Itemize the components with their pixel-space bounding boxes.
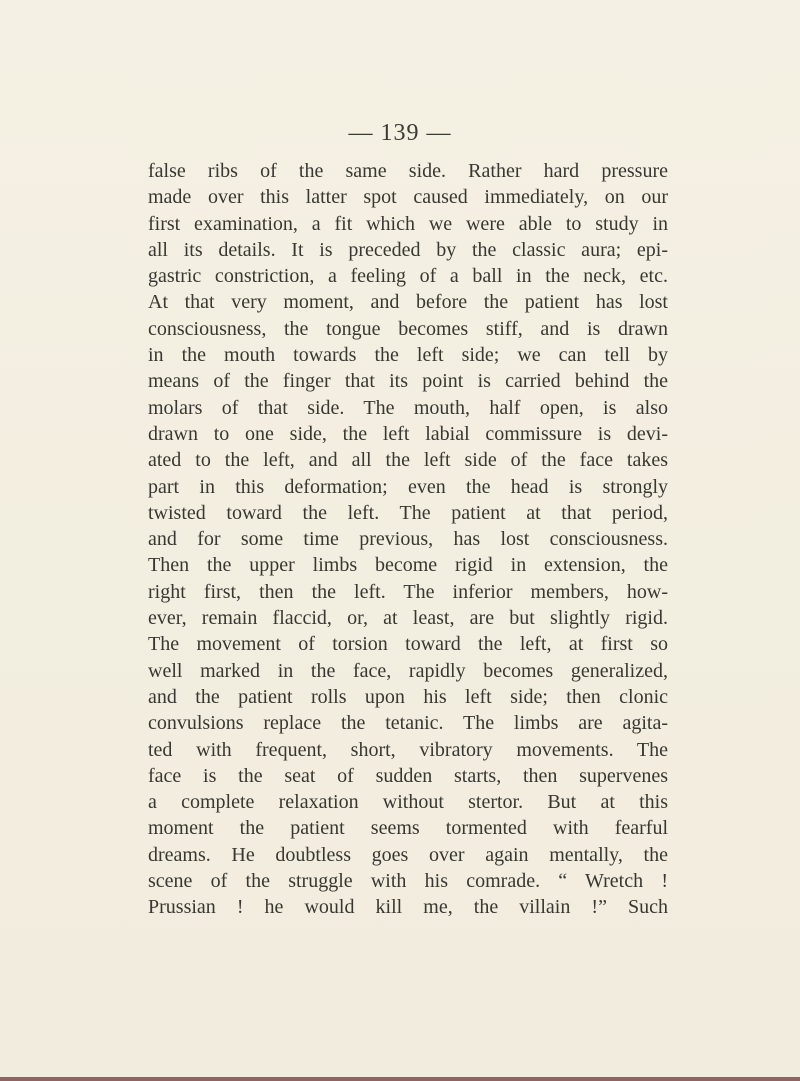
text-line: in the mouth towards the left side; we can tell by bbox=[148, 344, 668, 367]
text-line: gastric constriction, a feeling of a ball in the neck, etc. bbox=[148, 265, 668, 288]
text-line: face is the seat of sudden starts, then supervenes bbox=[148, 764, 668, 787]
text-line: drawn to one side, the left labial commissure is devi- bbox=[148, 422, 668, 445]
text-line: twisted toward the left. The patient at that period, bbox=[148, 501, 668, 524]
text-line: all its details. It is preceded by the classic aura; epi- bbox=[148, 238, 668, 261]
text-line: Prussian ! he would kill me, the villain !” Such bbox=[148, 896, 668, 919]
text-line: false ribs of the same side. Rather hard pressure bbox=[148, 160, 668, 182]
text-line: and for some time previous, has lost consciousness. bbox=[148, 528, 668, 551]
text-line: At that very moment, and before the patient has lost bbox=[148, 291, 668, 314]
text-line: made over this latter spot caused immediately, on our bbox=[148, 186, 668, 209]
page-bottom-edge bbox=[0, 1077, 800, 1081]
page-number: — 139 — bbox=[348, 120, 452, 146]
text-line: ted with frequent, short, vibratory movements. The bbox=[148, 738, 668, 761]
text-line: ated to the left, and all the left side of the face takes bbox=[148, 449, 668, 472]
text-line: convulsions replace the tetanic. The limbs are agita- bbox=[148, 712, 668, 735]
text-line: and the patient rolls upon his left side; then clonic bbox=[148, 685, 668, 708]
text-line: Then the upper limbs become rigid in extension, the bbox=[148, 554, 668, 577]
text-line: ever, remain flaccid, or, at least, are but slightly rigid. bbox=[148, 607, 668, 630]
text-line: The movement of torsion toward the left, at first so bbox=[148, 633, 668, 656]
text-line: moment the patient seems tormented with fearful bbox=[148, 817, 668, 840]
text-line: right first, then the left. The inferior members, how- bbox=[148, 580, 668, 603]
body-text bbox=[148, 158, 668, 921]
text-line: first examination, a fit which we were able to study in bbox=[148, 212, 668, 235]
text-line: dreams. He doubtless goes over again mentally, the bbox=[148, 843, 668, 866]
text-line: part in this deformation; even the head is strongly bbox=[148, 475, 668, 498]
text-line: well marked in the face, rapidly becomes generalized, bbox=[148, 659, 668, 682]
text-line: a complete relaxation without stertor. But at this bbox=[148, 791, 668, 814]
text-line: scene of the struggle with his comrade. “ Wretch ! bbox=[148, 870, 668, 893]
text-line: means of the finger that its point is carried behind the bbox=[148, 370, 668, 393]
text-line: molars of that side. The mouth, half open, is also bbox=[148, 396, 668, 419]
text-line: consciousness, the tongue becomes stiff, and is drawn bbox=[148, 317, 668, 340]
